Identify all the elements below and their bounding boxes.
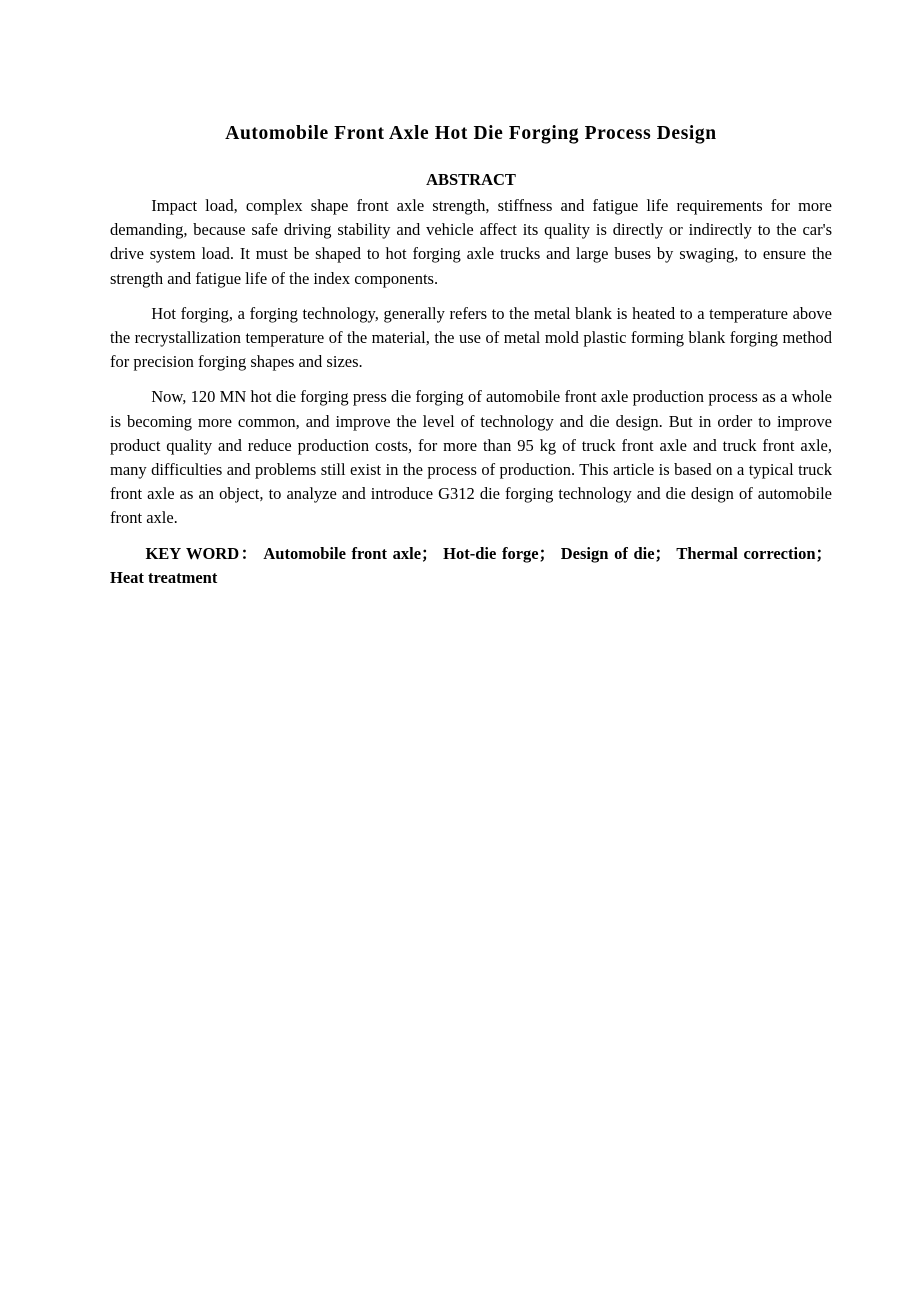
keyword-item: Hot-die forge [443, 543, 539, 563]
abstract-heading: ABSTRACT [426, 170, 516, 189]
keyword-item: Design of die [560, 543, 655, 563]
keyword-separator: ； [654, 543, 672, 563]
keyword-item: Automobile front axle [263, 543, 422, 563]
keyword-item: Heat treatment [110, 567, 218, 587]
abstract-paragraph-2: Hot forging, a forging technology, generally refers to the metal blank is heated to a temperature above the recrystallization temperature of the material, the use of metal mold plastic forming blank forging method for precision forging shapes and sizes. [110, 303, 832, 372]
keywords-label: KEY WORD： [145, 543, 259, 563]
document-page [110, 120, 832, 590]
abstract-paragraph-1: Impact load, complex shape front axle strength, stiffness and fatigue life requirements for more demanding, because safe driving stability and vehicle affect its quality is directly or indirectly to the car's drive system load. It must be shaped to hot forging axle trucks and large buses by swaging, to ensure the strength and fatigue life of the index components. [110, 196, 832, 288]
keywords-line [110, 542, 832, 590]
abstract-paragraph-3: Now, 120 MN hot die forging press die forging of automobile front axle production process as a whole is becoming more common, and improve the level of technology and die design. But in order to improve product quality and reduce production costs, for more than 95 kg of truck front axle and truck front axle, many difficulties and problems still exist in the process of production. This article is based on a typical truck front axle as an object, to analyze and introduce G312 die forging technology and die design of automobile front axle. [110, 387, 832, 528]
keyword-separator: ； [421, 543, 438, 563]
keyword-separator: ； [815, 543, 833, 563]
document-title: Automobile Front Axle Hot Die Forging Process Design [225, 123, 717, 144]
keyword-item: Thermal correction [676, 543, 816, 563]
keyword-separator: ； [538, 543, 556, 563]
